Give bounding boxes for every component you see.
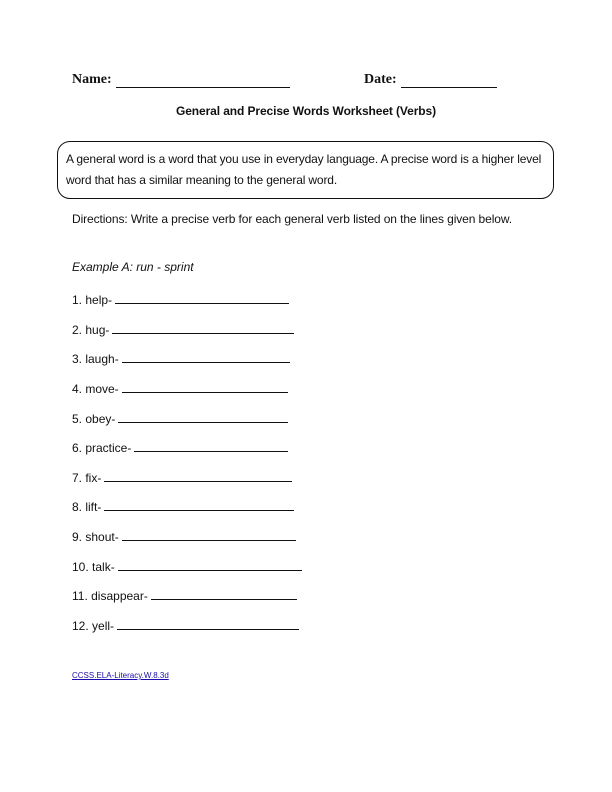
item-label: 11. disappear- [72, 589, 148, 603]
answer-line [115, 291, 289, 304]
list-item [72, 350, 290, 368]
item-label: 9. shout- [72, 530, 119, 544]
header-row [72, 72, 512, 92]
item-label: 7. fix- [72, 471, 102, 485]
name-label: Name: [72, 72, 112, 87]
answer-line [134, 439, 288, 452]
list-item [72, 469, 292, 487]
answer-line [104, 469, 292, 482]
answer-line [122, 350, 290, 363]
answer-line [112, 321, 294, 334]
worksheet-title: General and Precise Words Worksheet (Verbs) [175, 104, 437, 118]
list-item [72, 587, 297, 605]
item-label: 4. move- [72, 382, 119, 396]
directions-text: Directions: Write a precise verb for each general verb listed on the lines given below. [72, 212, 512, 226]
answer-line [118, 410, 288, 423]
answer-line [118, 558, 302, 571]
list-item [72, 498, 294, 516]
answer-line [151, 587, 297, 600]
item-label: 6. practice- [72, 441, 132, 455]
list-item [72, 558, 302, 576]
item-label: 8. lift- [72, 500, 102, 514]
date-field [364, 72, 497, 88]
list-item [72, 528, 296, 546]
list-item [72, 439, 288, 457]
ccss-standard-link[interactable]: CCSS.ELA-Literacy.W.8.3d [72, 671, 169, 680]
item-label: 1. help- [72, 293, 113, 307]
definition-box [57, 141, 554, 199]
item-label: 10. talk- [72, 560, 115, 574]
list-item [72, 410, 288, 428]
date-label: Date: [364, 72, 397, 87]
item-label: 5. obey- [72, 412, 116, 426]
list-item [72, 380, 288, 398]
name-blank-line [116, 73, 290, 88]
answer-line [117, 617, 299, 630]
example-text: Example A: run - sprint [72, 260, 194, 274]
item-label: 12. yell- [72, 619, 115, 633]
item-label: 3. laugh- [72, 352, 119, 366]
answer-line [122, 380, 288, 393]
name-field [72, 72, 290, 88]
list-item [72, 617, 299, 635]
list-item [72, 321, 294, 339]
answer-line [104, 498, 294, 511]
date-blank-line [401, 73, 497, 88]
list-item [72, 291, 289, 309]
item-label: 2. hug- [72, 323, 110, 337]
definition-text: A general word is a word that you use in everyday language. A precise word is a higher level word that has a similar meaning to the general word. [66, 152, 542, 187]
answer-line [122, 528, 296, 541]
